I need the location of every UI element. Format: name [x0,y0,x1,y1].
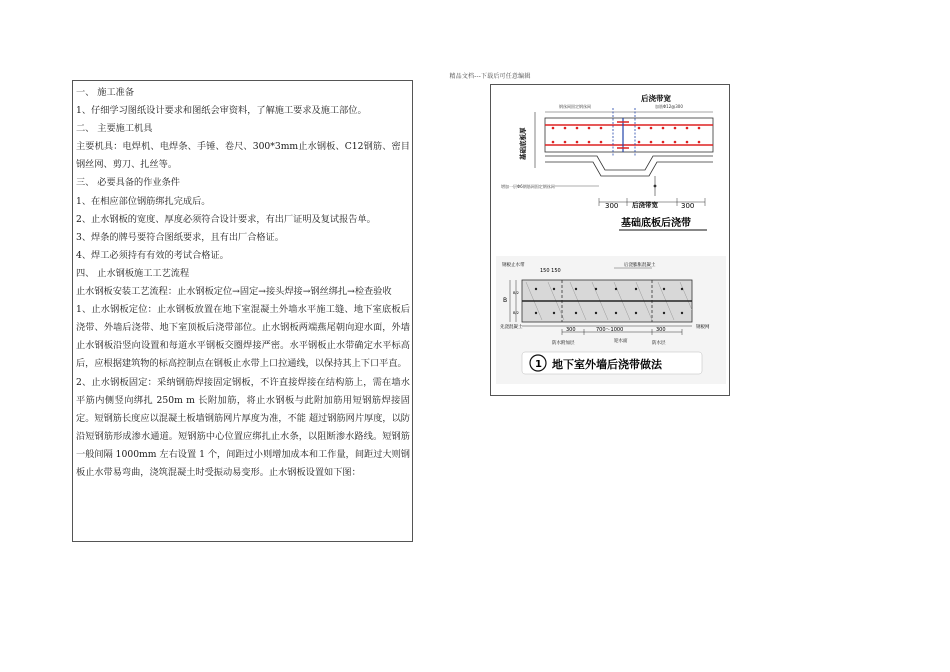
dim-300-left: 300 [605,202,619,210]
paragraph: 2、止水钢板固定：采纳钢筋焊接固定钢板，不许直接焊接在结构筋上，需在墙水平筋内侧竖向绑扎 250m m 长附加筋，将止水钢板与此附加筋用短钢筋焊接固定。短钢筋长度应以混凝土板墙钢筋网片厚度为准，不能 超过钢筋网片厚度，以防沿短钢筋形成渗水通道。短钢筋中心位置应绑扎止水条，以阻断渗水路线。短钢筋一般间隔 1000mm 左右设置 1 个，间距过小则增加成本和工作量，间距过大则钢板止水带易弯曲，浇筑混凝土时受振动易变形。止水钢板设置如下图： [76,376,410,478]
paragraph: 4、焊工必须持有有效的考试合格证。 [76,249,229,261]
foundation-slab-post-pour-strip-figure [495,90,727,240]
bar-label: 加筋Φ12@300 [655,104,683,109]
waterproof-layer-label: 防水层 [652,341,666,346]
figure2-caption: 地下室外墙后浇带做法 [552,358,662,371]
dim-300-right: 300 [681,202,695,210]
dim-300-a: 300 [566,327,576,333]
section-heading: 四、 止水钢板施工工艺流程 [76,267,190,279]
water-face-label: 迎水面 [614,339,628,344]
paragraph: 3、焊条的牌号要符合图纸要求，且有出厂合格证。 [76,231,284,243]
paragraph: 2、止水钢板的宽度、厚度必须符合设计要求，有出厂证明及复试报告单。 [76,213,376,225]
dim-300-b: 300 [656,327,666,333]
section-heading: 三、 必要具备的作业条件 [76,177,180,189]
mesh-label: 钢丝网固定钢丝网 [559,104,591,109]
post-pour-width-label: 后浇带宽 [641,94,671,103]
paragraph: 1、止水钢板定位：止水钢板放置在地下室混凝土外墙水平施工缝、地下室底板后浇带、外墙后浇带、地下室顶板后浇带部位。止水钢板两端燕尾朝向迎水面，外墙止水钢板沿竖向设置和每道水平钢板交圈焊接严密。水平钢板止水带确定水平标高后，应根据建筑物的标高控制点在钢板止水带上口拉通线，以保持其上下口平直。 [76,304,410,370]
detail-number: 1 [535,359,542,370]
first-pour-label: 先浇混凝土 [500,325,523,330]
basement-wall-post-pour-figure [496,256,726,384]
waterproof-additional-label: 防水附加层 [552,341,575,346]
dim-B2-bottom: B/2 [513,311,519,315]
plate-label: 钢板止水带 [502,263,525,268]
paragraph: 主要机具：电焊机、电焊条、手锤、卷尺、300*3mm止水钢板、C12钢筋、密目钢丝网、剪刀、扎丝等。 [76,141,410,171]
paragraph: 止水钢板安装工艺流程：止水钢板定位→固定→接头焊接→钢丝绑扎→检查验收 [76,286,392,298]
figure1-caption: 基础底板后浇带 [621,218,691,229]
construction-text [76,84,410,482]
paragraph: 1、仔细学习图纸设计要求和图纸会审资料，了解施工要求及施工部位。 [76,105,367,117]
slab-thickness-label: 基础底板厚 [519,127,527,160]
swell-concrete-label: 后浇膨胀混凝土 [624,263,656,268]
steel-mesh-label: 钢板网 [696,325,710,330]
dim-B: B [503,297,508,304]
header-note: 精品文档---下载后可任意编辑 [449,73,531,80]
section-heading: 一、 施工准备 [76,87,135,98]
dim-700-1000: 700～1000 [596,327,624,333]
section-heading: 二、 主要施工机具 [76,123,153,135]
dim-B2-top: B/2 [513,291,519,295]
strip-width-label: 后浇带宽 [632,201,658,209]
paragraph: 1、在相应部位钢筋绑扎完成后。 [76,195,211,207]
bottom-mesh-note: 增加一层Φ6钢筋网固定钢丝网 [501,184,555,189]
plate-dims-label: 150 150 [540,268,561,274]
